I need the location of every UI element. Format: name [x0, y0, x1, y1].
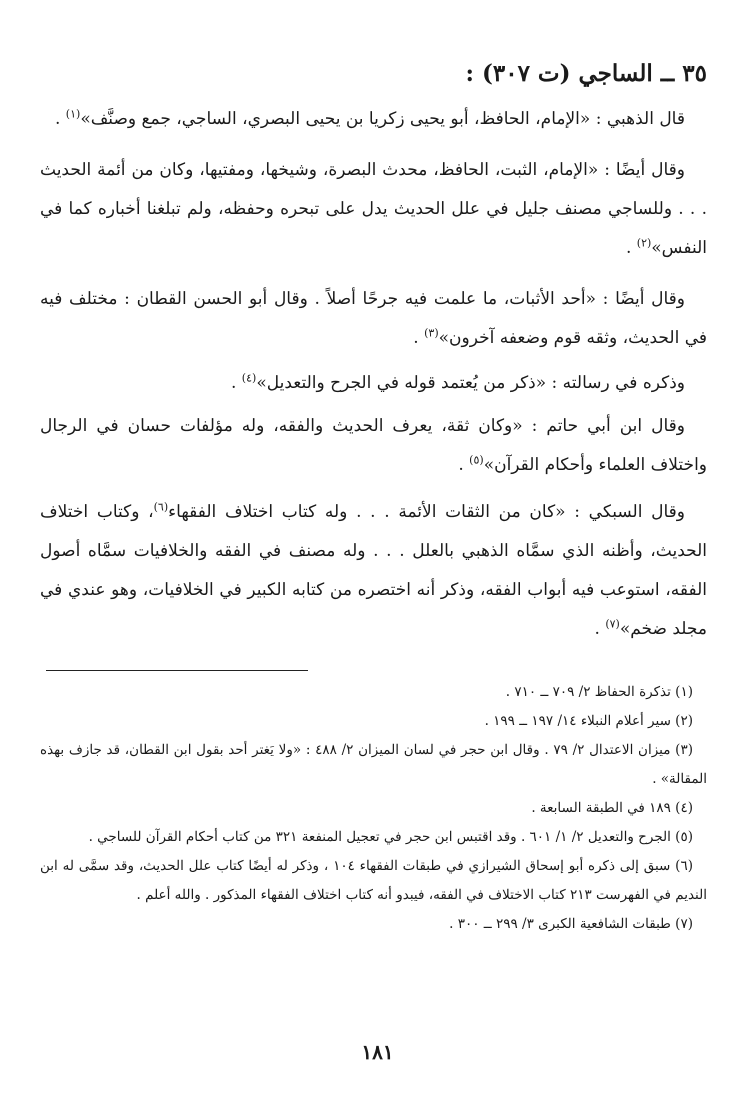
footnote-ref[interactable]: (١)	[65, 107, 81, 121]
paragraph: وقال ابن أبي حاتم : «وكان ثقة، يعرف الحديث والفقه، وله مؤلفات حسان في الرجال واختلاف العلماء وأحكام القرآن»$^{(٥)}$ .	[40, 416, 707, 475]
footnote: (٤) ١٨٩ في الطبقة السابعة .	[531, 800, 693, 816]
entry-heading: ٣٥ ــ الساجي (ت ٣٠٧) :	[465, 60, 707, 87]
paragraph: وقال السبكي : «كان من الثقات الأئمة . . . وله كتاب اختلاف الفقهاء$^{(٦)}$، وكتاب اختلاف الحديث، وأظنه الذي سمَّاه الذهبي بالعلل . . . وله مصنف في الفقه والخلافيات سمَّاه أصول الفقه، استوعب فيه أبواب الفقه، وذكر أنه اختصره من كتابه الكبير في الخلافيات، وهو عندي في مجلد ضخم»$^{(٧)}$ .	[40, 500, 707, 639]
footnote-ref[interactable]: (٦)	[153, 500, 169, 514]
paragraph: وقال أيضًا : «أحد الأثبات، ما علمت فيه جرحًا أصلاً . وقال أبو الحسن القطان : مختلف فيه في الحديث، وثقه قوم وضعفه آخرون»$^{(٣)}$ .	[40, 289, 707, 348]
footnote-ref[interactable]: (٤)	[241, 371, 257, 385]
footnote-ref[interactable]: (٥)	[469, 453, 484, 467]
footnote: (٢) سير أعلام النبلاء ١٤/ ١٩٧ ــ ١٩٩ .	[484, 713, 693, 729]
paragraph: وذكره في رسالته : «ذكر من يُعتمد قوله في الجرح والتعديل»$^{(٤)}$ .	[230, 371, 685, 393]
footnote-ref[interactable]: (٣)	[424, 326, 439, 340]
main-text	[40, 100, 707, 649]
footnote: (٥) الجرح والتعديل ٢/ ١/ ٦٠١ . وقد اقتبس ابن حجر في تعجيل المنفعة ٣٢١ من كتاب أحكام القرآن للساجي .	[88, 829, 693, 845]
footnotes	[40, 678, 707, 939]
footnote: (١) تذكرة الحفاظ ٢/ ٧٠٩ ــ ٧١٠ .	[505, 684, 693, 700]
footnote: (٧) طبقات الشافعية الكبرى ٣/ ٢٩٩ ــ ٣٠٠ .	[449, 916, 693, 932]
paragraph: وقال أيضًا : «الإمام، الثبت، الحافظ، محدث البصرة، وشيخها، ومفتيها، وكان من أئمة الحديث . . . وللساجي مصنف جليل في علل الحديث يدل على تبحره وحفظه، ولم تبلغنا أخباره كما في النفس»$^{(٢)}$ .	[40, 160, 707, 258]
paragraph: قال الذهبي : «الإمام، الحافظ، أبو يحيى زكريا بن يحيى البصري، الساجي، جمع وصنَّف»$^{(١)}$ .	[54, 107, 685, 129]
page-number: ١٨١	[361, 1040, 394, 1064]
footnote-ref[interactable]: (٧)	[605, 617, 620, 631]
footnote: (٣) ميزان الاعتدال ٢/ ٧٩ . وقال ابن حجر في لسان الميزان ٢/ ٤٨٨ : «ولا يَغتر أحد بقول ابن القطان، قد جازف بهذه المقالة» .	[40, 742, 707, 787]
footnote-ref[interactable]: (٢)	[636, 236, 652, 250]
footnote-separator	[46, 670, 308, 671]
footnote: (٦) سبق إلى ذكره أبو إسحاق الشيرازي في طبقات الفقهاء ١٠٤ ، وذكر له أيضًا كتاب علل الحديث، وقد سمَّى له ابن النديم في الفهرست ٢١٣ كتاب الاختلاف في الفقه، فيبدو أنه كتاب اختلاف الفقهاء المذكور . والله أعلم .	[40, 858, 707, 903]
